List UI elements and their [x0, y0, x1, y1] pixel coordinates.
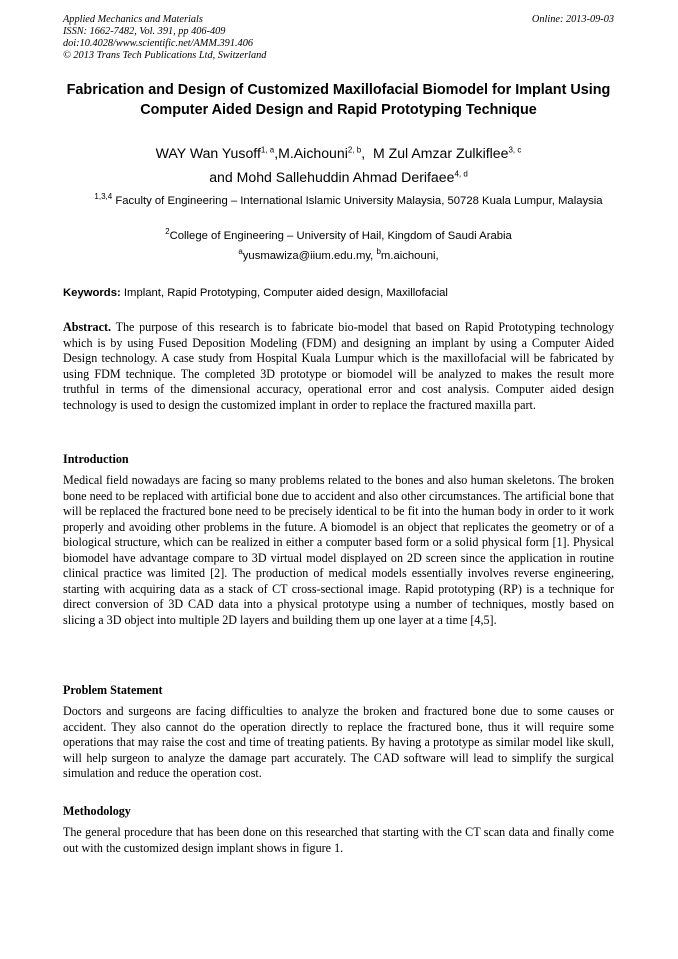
author-name: M Zul Amzar Zulkiflee: [372, 145, 509, 161]
section-heading-introduction: Introduction: [63, 452, 129, 466]
keywords: [63, 286, 614, 301]
paper-title: Fabrication and Design of Customized Maxillofacial Biomodel for Implant Using Computer Aided Design and Rapid Prototyping Technique: [66, 82, 611, 118]
author-name: and Mohd Sallehuddin Ahmad Derifaee: [209, 169, 455, 185]
author-name: M.Aichouni: [278, 145, 348, 161]
author-separator: ,: [274, 145, 279, 161]
author-name: WAY Wan Yusoff: [155, 145, 261, 161]
author-superscript: 3, c: [508, 145, 522, 155]
author-separator: ,: [361, 145, 366, 161]
affiliation-superscript: 2: [165, 227, 170, 237]
abstract: [63, 320, 614, 413]
author-line-2: [63, 165, 614, 189]
journal-name: Applied Mechanics and Materials: [63, 14, 203, 25]
author-line-1: [63, 141, 614, 165]
section-heading-methodology: Methodology: [63, 804, 131, 818]
section-body-introduction: Medical field nowadays are facing so many problems related to the bones and also human skeletons. The broken bone need to be replaced with artificial bone due to accident and also other circumstances. The artificial bone that will be replaced the fractured bone need to be precisely identical to be fit into the human body in order to it work properly and avoiding other problems in the future. A biomodel is an object that replicates the geometry or of a biological structure, which can be realized in either a computer based form or a solid physical form [1]. Physical biomodel have advantage compare to 3D virtual model displayed on 2D screen since the application in routine clinical practice was limited [2]. The production of medical models essentially involves reverse engineering, starting with acquiring data as a stack of CT cross-sectional image. Rapid prototyping (RP) is a technique for direct conversion of 3D CAD data into a physical prototype using a number of techniques, mostly based on slicing a 3D object into multiple 2D layers and building them up one layer at a time [4,5].: [63, 473, 614, 627]
affiliation-text: College of Engineering – University of Hail, Kingdom of Saudi Arabia: [169, 230, 512, 242]
section-body-problem-statement: Doctors and surgeons are facing difficulties to analyze the broken and fractured bone due to some causes or accident. They also cannot do the operation directly to replace the fractured bone, thus it will require some operations that may raise the cost and time of treating patients. By having a prototype as similar model like skull, will help surgeon to analyze the damage part accurately. The CAD software will lead to simplify the surgical simulation and reduce the operation cost.: [63, 704, 614, 780]
section-body-methodology: The general procedure that has been done on this researched that starting with the CT scan data and finally come out with the customized design implant shows in figure 1.: [63, 825, 614, 855]
author-superscript: 2, b: [347, 145, 362, 155]
abstract-label: Abstract.: [63, 320, 112, 334]
author-superscript: 1, a: [260, 145, 275, 155]
author-emails: [63, 249, 614, 264]
keywords-label: Keywords:: [63, 287, 121, 299]
email-superscript: a: [238, 247, 243, 257]
abstract-text: The purpose of this research is to fabricate bio-model that based on Rapid Prototyping technology which is by using Fused Deposition Modeling (FDM) and designing an implant by using a Computer Aided Design technology. A case study from Hospital Kuala Lumpur which is the maxillofacial will be fabricated by using FDM technique. The completed 3D prototype or biomodel will be analyzed to makes the result more truthful in terms of the dimensional accuracy, operational error and cost analysis. Computer aided design technology is used to design the customized implant in order to replace the fractured maxilla part.: [63, 320, 614, 412]
affiliation-2: [63, 229, 614, 244]
email-superscript: b: [376, 247, 381, 257]
author-list: [63, 141, 614, 189]
section-heading-problem-statement: Problem Statement: [63, 683, 163, 697]
journal-issn: ISSN: 1662-7482, Vol. 391, pp 406-409: [63, 26, 226, 37]
affiliation-superscript: 1,3,4: [94, 192, 113, 202]
affiliation-text: Faculty of Engineering – International Islamic University Malaysia, 50728 Kuala Lumpur, Malaysia: [115, 195, 603, 207]
keywords-text: Implant, Rapid Prototyping, Computer aided design, Maxillofacial: [120, 287, 448, 299]
email-address: m.aichouni,: [380, 250, 439, 262]
journal-header: [63, 14, 266, 62]
email-address: yusmawiza@iium.edu.my,: [242, 250, 377, 262]
online-date: Online: 2013-09-03: [531, 14, 614, 25]
affiliation-1: [63, 194, 614, 209]
journal-doi: doi:10.4028/www.scientific.net/AMM.391.406: [63, 38, 253, 49]
author-superscript: 4, d: [454, 169, 468, 179]
journal-copyright: © 2013 Trans Tech Publications Ltd, Switzerland: [63, 50, 267, 61]
